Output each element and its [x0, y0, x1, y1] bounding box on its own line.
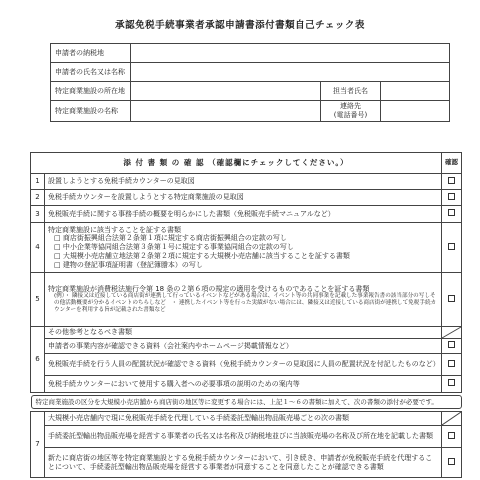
- contact-phone-label: (電話番号): [333, 110, 368, 119]
- item-4-sub-1: □ 商店街振興組合法第２条第１項に規定する商店街振興組合の定款の写し: [54, 234, 287, 243]
- item-6-sub-1: 申請者の事業内容が確認できる資料（会社案内やホームページ掲載情報など）: [45, 339, 442, 354]
- item-6-number: 6: [31, 327, 45, 393]
- item-4-checkbox[interactable]: [448, 243, 455, 250]
- item-7-sub-1: 手続委託型輸出物品販売場を経営する事業者の氏名又は名称及び納税地並びに当該販売場の名称及び所在地を記載した書類: [45, 426, 442, 448]
- item-7-number: 7: [31, 412, 45, 478]
- item-4-content: [45, 223, 442, 273]
- item-4-number: 4: [31, 223, 45, 273]
- checklist-header: 添 付 書 類 の 確 認 （確認欄にチェックしてください。）: [31, 153, 442, 174]
- item-7-sub-1-checkbox[interactable]: [448, 432, 455, 439]
- item-6-sub-3: 免税手続カウンターにおいて使用する購入者への必要事項の説明のための案内等: [45, 376, 442, 393]
- item-2-number: 2: [31, 190, 45, 206]
- applicant-name-label: 申請者の氏名又は名称: [51, 63, 131, 82]
- item-4-sub-2: □ 中小企業等協同組合法第３条第１号に規定する事業協同組合の定款の写し: [54, 243, 294, 252]
- person-in-charge-field[interactable]: [381, 82, 450, 101]
- applicant-info-table: [50, 43, 450, 122]
- item-5-example: (例）・ 隣接又は近接している商店街が連携して行っているイベントなどがある場合は、イベント等の共同事業を記載した事業報告書の該当部分の写しその他活動概要が分かるイベントのちらしなど ・ 連携したイベント等を行った実績がない場合には、隣接又は近接している商店街が連携して免税手続カウンターを利用する旨が記載された書類など: [54, 293, 437, 314]
- item-7-title: 大規模小売店舗内で現に免税販売手続を代理している手続委託型輸出物品販売場ごとの次の書類: [45, 412, 442, 426]
- applicant-tax-location-label: 申請者の納税地: [51, 44, 131, 63]
- item-6-title-slash: [442, 327, 462, 339]
- item-5-content: [45, 273, 442, 327]
- item-5-number: 5: [31, 273, 45, 327]
- item-4-title: 特定商業施設に該当することを証する書類: [48, 225, 181, 234]
- applicant-tax-location-field[interactable]: [131, 44, 450, 63]
- item-1-text: 設置しようとする免税手続カウンターの見取図: [45, 174, 442, 190]
- contact-label: [321, 101, 381, 122]
- contact-field[interactable]: [381, 101, 450, 122]
- change-note: 特定商業施設の区分を大規模小売店舗から商店街の地区等に変更する場合には、上記１～６の書類に加えて、次の書類の添付が必要です。: [31, 395, 462, 409]
- item-7-sub-2: 新たに商店街の地区等を特定商業施設とする免税手続カウンターにおいて、引き続き、申請者が免税販売手続を代理することについて、手続委託型輸出物品販売場を経営する事業者が同意することを同意したことが確認できる書類: [45, 448, 442, 478]
- item-3-text: 免税販売手続に関する事務手続の概要を明らかにした書類（免税販売手続マニュアルなど）: [45, 206, 442, 223]
- facility-name-label: 特定商業施設の名称: [51, 101, 131, 122]
- item-1-checkbox[interactable]: [448, 177, 455, 184]
- item-6-sub-2: 免税販売手続を行う人員の配置状況が確認できる資料（免税手続カウンターの見取図に人員の配置状況を付記したものなど）: [45, 354, 442, 376]
- item-6-sub-1-checkbox[interactable]: [448, 341, 455, 348]
- item-3-checkbox[interactable]: [448, 209, 455, 216]
- item-2-checkbox[interactable]: [448, 193, 455, 200]
- page-title: 承認免税手続事業者承認申請書添付書類自己チェック表: [115, 20, 365, 31]
- item-4-sub-3: □ 大規模小売店舗立地法第２条第２項に規定する大規模小売店舗に該当することを証する書類: [54, 251, 350, 260]
- item-1-number: 1: [31, 174, 45, 190]
- item-2-text: 免税手続カウンターを設置しようとする特定商業施設の見取図: [45, 190, 442, 206]
- check-column-header: 確認: [442, 153, 462, 174]
- item-5-checkbox[interactable]: [448, 295, 455, 302]
- facility-location-field[interactable]: [131, 82, 321, 101]
- item-7-sub-2-checkbox[interactable]: [448, 458, 455, 465]
- person-in-charge-label: 担当者氏名: [321, 82, 381, 101]
- item-6-sub-3-checkbox[interactable]: [448, 379, 455, 386]
- item-5-title: 特定商業施設が消費税法施行令第 18 条の２第６項の規定の適用を受けるものであることを証する書類: [48, 284, 370, 293]
- item-4-sub-4: □ 建物の登記事項証明書（登記簿謄本）の写し: [54, 260, 203, 269]
- applicant-name-field[interactable]: [131, 63, 450, 82]
- contact-label-text: 連絡先: [340, 102, 361, 110]
- item-3-number: 3: [31, 206, 45, 223]
- item-6-sub-2-checkbox[interactable]: [448, 360, 455, 367]
- attachment-checklist-table: [30, 152, 462, 478]
- facility-name-field[interactable]: [131, 101, 321, 122]
- item-7-title-slash: [442, 412, 462, 426]
- facility-location-label: 特定商業施設の所在地: [51, 82, 131, 101]
- item-6-title: その他参考となるべき書類: [45, 327, 442, 339]
